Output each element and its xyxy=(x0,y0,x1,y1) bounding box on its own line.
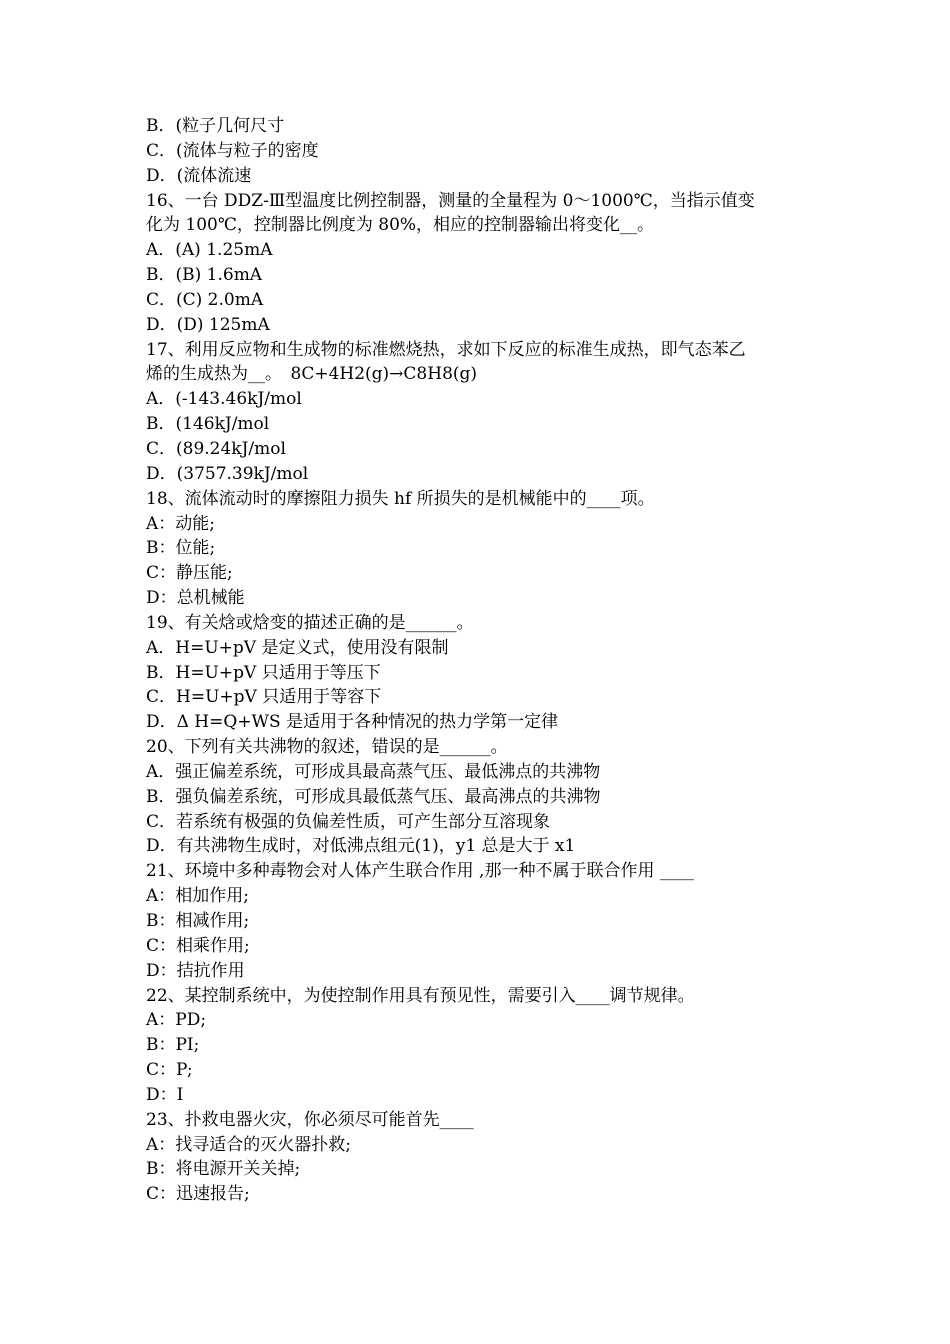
option-line: C．(C) 2.0mA xyxy=(146,289,264,310)
option-line: A：找寻适合的灭火器扑救; xyxy=(146,1134,352,1155)
option-line: D：拮抗作用 xyxy=(146,960,245,981)
option-line: D．(流体流速 xyxy=(146,165,252,186)
question-line: 16、一台 DDZ-Ⅲ型温度比例控制器，测量的全量程为 0～1000℃，当指示值变 xyxy=(146,190,755,211)
question-line: 18、流体流动时的摩擦阻力损失 hf 所损失的是机械能中的____项。 xyxy=(146,488,655,509)
option-line: B：相减作用; xyxy=(146,911,250,931)
option-line: D：总机械能 xyxy=(146,588,245,609)
question-line: 17、利用反应物和生成物的标准燃烧热，求如下反应的标准生成热，即气态苯乙 xyxy=(146,339,746,360)
option-line: D．(3757.39kJ/mol xyxy=(146,463,309,484)
option-line: D．有共沸物生成时，对低沸点组元(1)，y1 总是大于 x1 xyxy=(146,836,576,857)
question-line: 21、环境中多种毒物会对人体产生联合作用 ,那一种不属于联合作用 ____ xyxy=(146,861,694,882)
option-line: B：PI; xyxy=(146,1035,200,1056)
option-line: C：相乘作用; xyxy=(146,935,250,956)
question-line: 23、扑救电器火灾，你必须尽可能首先____ xyxy=(146,1109,474,1130)
option-line: A：动能; xyxy=(146,513,216,534)
option-line: B．(B) 1.6mA xyxy=(146,265,263,286)
question-line: 19、有关焓或焓变的描述正确的是______。 xyxy=(146,612,474,633)
option-line: A：PD; xyxy=(146,1010,207,1031)
option-line: C．H=U+pV 只适用于等容下 xyxy=(146,687,382,708)
question-line: 20、下列有关共沸物的叙述，错误的是______。 xyxy=(146,737,508,758)
option-line: B．H=U+pV 只适用于等压下 xyxy=(146,662,381,683)
option-line: A：相加作用; xyxy=(146,886,250,907)
option-line: C．(流体与粒子的密度 xyxy=(146,140,319,161)
option-line: C：迅速报告; xyxy=(146,1184,250,1205)
option-line: B：位能; xyxy=(146,538,216,559)
option-line: B．强负偏差系统，可形成具最低蒸气压、最高沸点的共沸物 xyxy=(146,786,601,807)
option-line: B．(粒子几何尺寸 xyxy=(146,116,285,136)
option-line: B．(146kJ/mol xyxy=(146,414,270,435)
option-line: C：静压能; xyxy=(146,563,233,584)
option-line: D．Δ H=Q+WS 是适用于各种情况的热力学第一定律 xyxy=(146,712,559,733)
option-line: D：I xyxy=(146,1084,184,1105)
option-line: B：将电源开关关掉; xyxy=(146,1159,301,1180)
option-line: C．(89.24kJ/mol xyxy=(146,438,286,459)
option-line: C：P; xyxy=(146,1060,193,1081)
question-line: 烯的生成热为__。 8C+4H2(g)→C8H8(g) xyxy=(146,364,478,385)
option-line: C．若系统有极强的负偏差性质，可产生部分互溶现象 xyxy=(146,811,551,832)
question-line: 22、某控制系统中，为使控制作用具有预见性，需要引入____调节规律。 xyxy=(146,985,695,1006)
question-line: 化为 100℃，控制器比例度为 80%，相应的控制器输出将变化__。 xyxy=(146,215,655,236)
option-line: A．强正偏差系统，可形成具最高蒸气压、最低沸点的共沸物 xyxy=(146,761,601,782)
document-body xyxy=(146,114,814,1207)
option-line: D．(D) 125mA xyxy=(146,314,270,335)
option-line: A．(-143.46kJ/mol xyxy=(146,389,302,410)
option-line: A．H=U+pV 是定义式，使用没有限制 xyxy=(146,637,449,658)
option-line: A．(A) 1.25mA xyxy=(146,240,273,261)
